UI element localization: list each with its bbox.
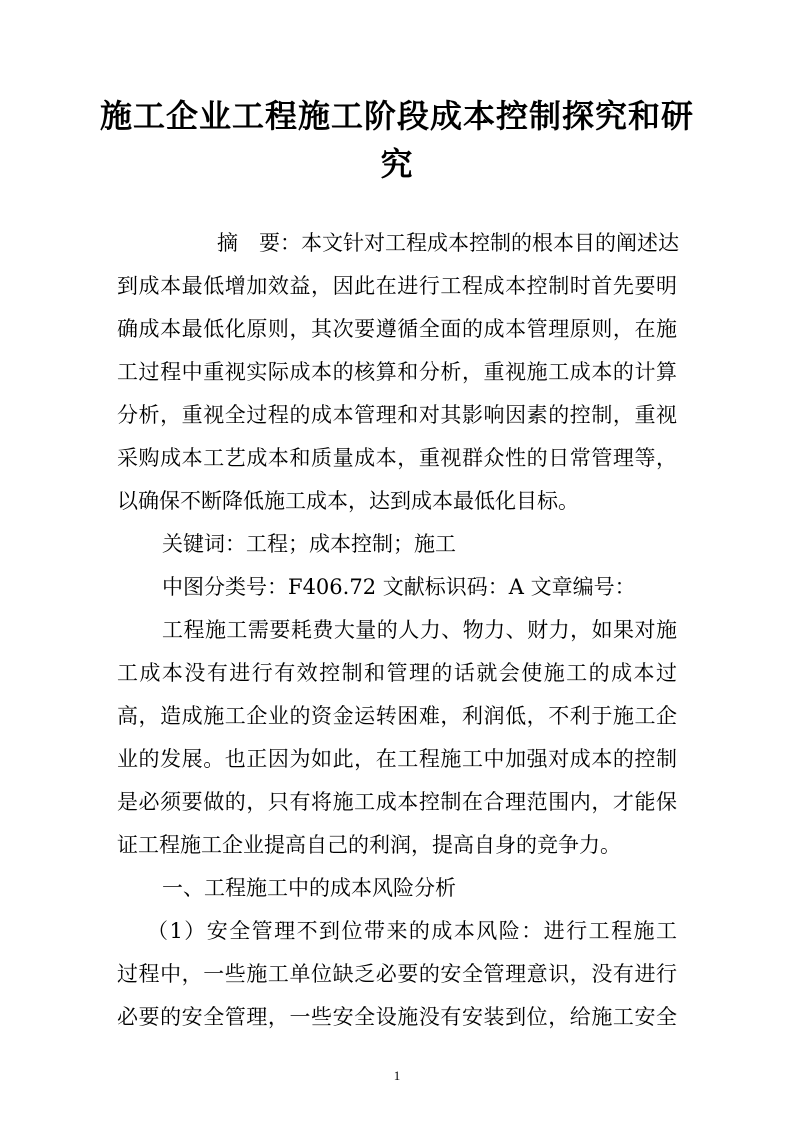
classification-line: 中图分类号：F406.72 文献标识码：A 文章编号： xyxy=(162,575,636,599)
abstract-line: 确成本最低化原则，其次要遵循全面的成本管理原则，在施 xyxy=(117,317,677,341)
intro-line: 是必须要做的，只有将施工成本控制在合理范围内，才能保 xyxy=(117,790,677,814)
section-heading: 一、工程施工中的成本风险分析 xyxy=(162,876,456,900)
abstract-line: 分析，重视全过程的成本管理和对其影响因素的控制，重视 xyxy=(117,403,677,427)
intro-line: 工成本没有进行有效控制和管理的话就会使施工的成本过 xyxy=(117,661,677,685)
abstract-line: 工过程中重视实际成本的核算和分析，重视施工成本的计算 xyxy=(117,360,677,384)
abstract-line: 摘 要：本文针对工程成本控制的根本目的阐述达 xyxy=(217,231,679,255)
intro-line: 工程施工需要耗费大量的人力、物力、财力，如果对施 xyxy=(162,618,677,642)
page-number: 1 xyxy=(393,1068,401,1083)
intro-line: 证工程施工企业提高自己的利润，提高自身的竞争力。 xyxy=(117,833,621,857)
section-line: （1）安全管理不到位带来的成本风险：进行工程施工 xyxy=(147,919,677,943)
keywords-line: 关键词：工程；成本控制；施工 xyxy=(162,532,456,556)
section-line: 必要的安全管理，一些安全设施没有安装到位，给施工安全 xyxy=(117,1005,677,1029)
intro-line: 高，造成施工企业的资金运转困难，利润低，不利于施工企 xyxy=(117,704,677,728)
abstract-line: 采购成本工艺成本和质量成本，重视群众性的日常管理等， xyxy=(117,446,677,470)
section-line: 过程中，一些施工单位缺乏必要的安全管理意识，没有进行 xyxy=(117,962,677,986)
abstract-line: 以确保不断降低施工成本，达到成本最低化目标。 xyxy=(117,489,579,513)
abstract-line: 到成本最低增加效益，因此在进行工程成本控制时首先要明 xyxy=(117,274,677,298)
title-line-2: 究 xyxy=(380,145,414,183)
intro-line: 业的发展。也正因为如此，在工程施工中加强对成本的控制 xyxy=(117,747,677,771)
page-title xyxy=(100,92,694,188)
title-line-1: 施工企业工程施工阶段成本控制探究和研 xyxy=(100,97,695,135)
document-body xyxy=(117,222,677,1039)
